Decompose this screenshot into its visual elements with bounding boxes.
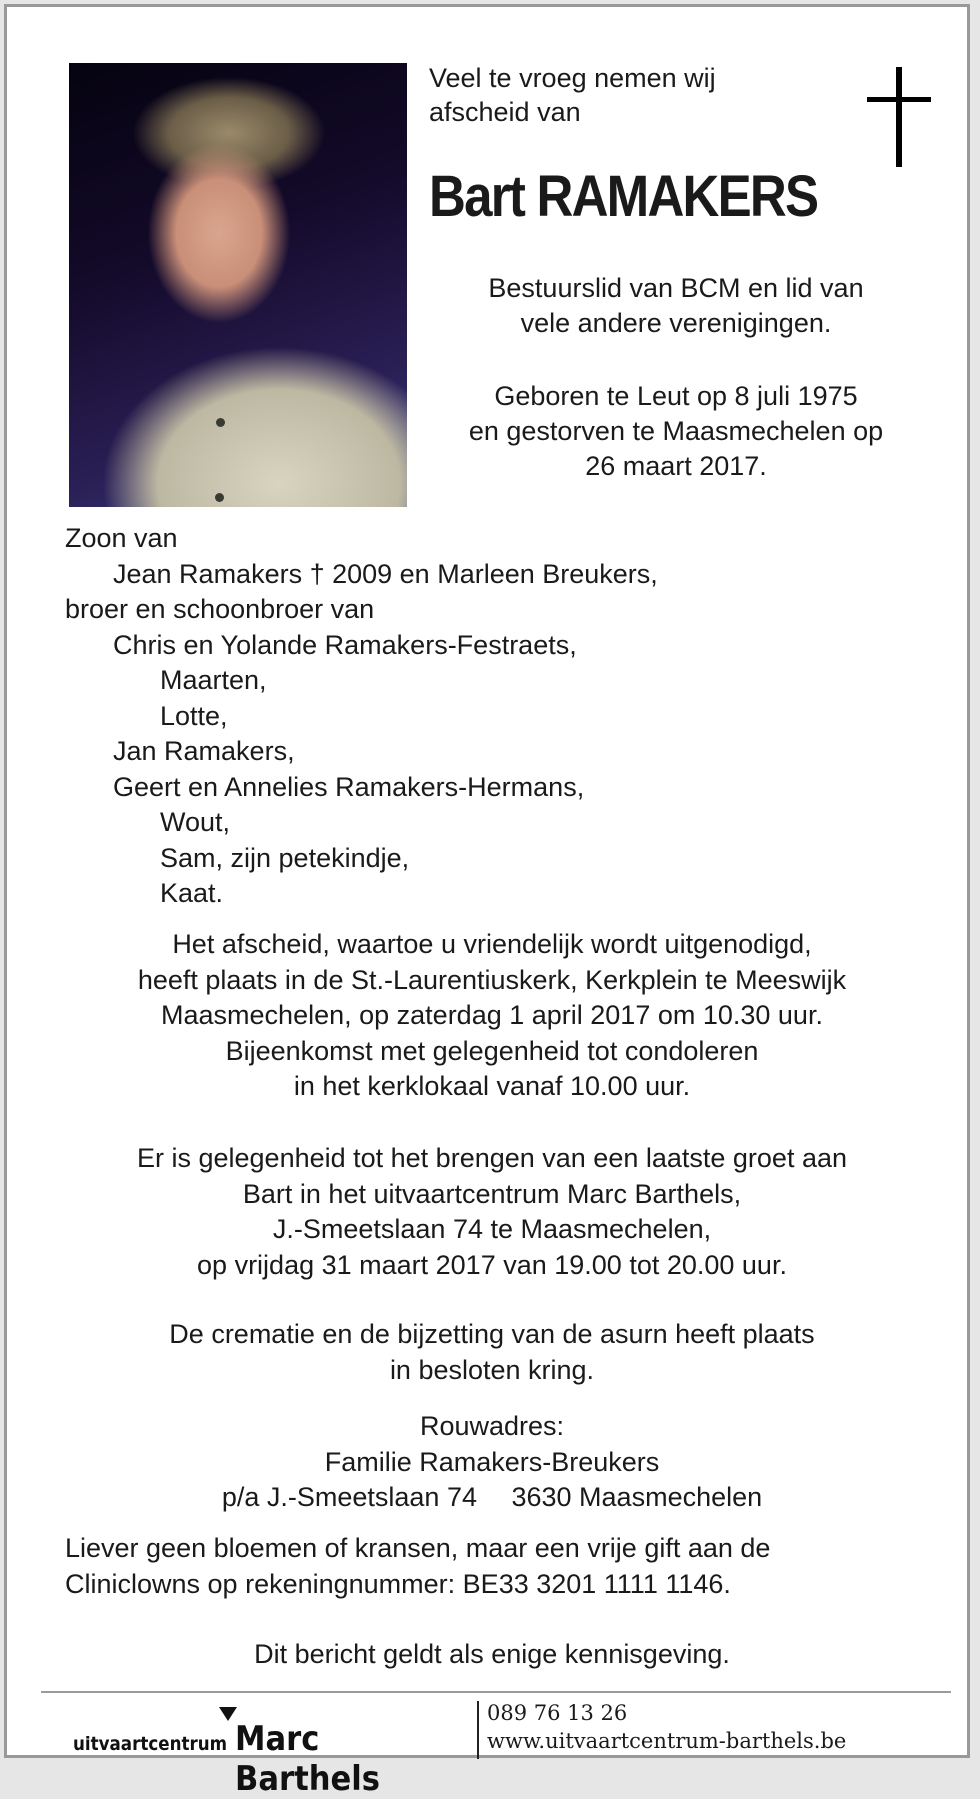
life-line: en gestorven te Maasmechelen op	[468, 416, 884, 446]
family-line: broer en schoonbroer van	[65, 594, 375, 624]
address-family: Familie Ramakers-Breukers	[324, 1446, 660, 1477]
flowers-line: Cliniclowns op rekeningnummer: BE33 3201 1111 1146.	[65, 1568, 731, 1599]
portrait-photo	[69, 63, 407, 507]
mourning-address	[57, 1409, 927, 1516]
family-line: Kaat.	[160, 878, 224, 908]
website-link[interactable]: www.uitvaartcentrum-barthels.be	[487, 1729, 847, 1753]
family-line: Zoon van	[65, 523, 178, 553]
cremation-info	[57, 1317, 927, 1388]
cross-icon	[867, 67, 931, 167]
footer-separator	[477, 1701, 479, 1759]
role-line: vele andere verenigingen.	[520, 308, 832, 338]
family-list	[65, 521, 658, 912]
cremation-line: in besloten kring.	[389, 1354, 595, 1385]
greeting-line: Er is gelegenheid tot het brengen van een laatste groet aan	[136, 1143, 847, 1173]
obituary-card	[4, 4, 970, 1799]
intro-text	[429, 61, 789, 129]
life-line: Geboren te Leut op 8 juli 1975	[494, 381, 858, 411]
address-label: Rouwadres:	[419, 1411, 565, 1441]
ceremony-info	[57, 927, 927, 1105]
life-dates	[435, 379, 917, 484]
role-text	[435, 271, 917, 341]
ceremony-line: heeft plaats in de St.-Laurentiuskerk, Kerkplein te Meeswijk	[137, 964, 847, 995]
flowers-line: Liever geen bloemen of kransen, maar een vrije gift aan de	[65, 1533, 771, 1563]
life-line: 26 maart 2017.	[585, 451, 767, 481]
phone-number: 089 76 13 26	[487, 1701, 628, 1725]
greeting-line: Bart in het uitvaartcentrum Marc Barthels,	[242, 1178, 742, 1209]
greeting-info	[57, 1141, 927, 1283]
family-line: Maarten,	[160, 665, 267, 695]
intro-line: Veel te vroeg nemen wij	[429, 63, 716, 93]
family-line: Geert en Annelies Ramakers-Hermans,	[113, 771, 585, 802]
family-line: Lotte,	[160, 700, 228, 731]
family-line: Jan Ramakers,	[113, 736, 295, 766]
funeral-home-logo	[73, 1707, 473, 1799]
greeting-line: J.-Smeetslaan 74 te Maasmechelen,	[272, 1214, 712, 1244]
shirt-button	[215, 493, 224, 502]
family-line: Chris en Yolande Ramakers-Festraets,	[113, 629, 577, 660]
intro-line: afscheid van	[429, 97, 581, 127]
shirt-button	[216, 418, 225, 427]
family-line: Wout,	[160, 807, 231, 837]
logo-big-text: Marc Barthels	[235, 1719, 380, 1799]
cremation-line: De crematie en de bijzetting van de asurn heeft plaats	[169, 1319, 815, 1349]
notice-text: Dit bericht geldt als enige kennisgeving.	[254, 1639, 730, 1669]
funeral-home-contact	[487, 1699, 846, 1755]
logo-small-text: uitvaartcentrum	[73, 1733, 228, 1755]
ceremony-line: Bijeenkomst met gelegenheid tot condoleren	[225, 1035, 759, 1066]
greeting-line: op vrijdag 31 maart 2017 van 19.00 tot 20.00 uur.	[197, 1249, 787, 1280]
footer-divider	[41, 1691, 951, 1693]
role-line: Bestuurslid van BCM en lid van	[488, 273, 864, 303]
ceremony-line: in het kerklokaal vanaf 10.00 uur.	[293, 1071, 691, 1101]
ceremony-line: Maasmechelen, op zaterdag 1 april 2017 om 10.30 uur.	[161, 1000, 823, 1030]
flowers-note	[65, 1531, 945, 1602]
ceremony-line: Het afscheid, waartoe u vriendelijk wordt uitgenodigd,	[172, 929, 812, 959]
family-line: Jean Ramakers † 2009 en Marleen Breukers,	[113, 558, 658, 589]
family-line: Sam, zijn petekindje,	[160, 842, 410, 873]
deceased-name: Bart RAMAKERS	[429, 164, 818, 229]
address-street: p/a J.-Smeetslaan 74 3630 Maasmechelen	[221, 1482, 763, 1512]
